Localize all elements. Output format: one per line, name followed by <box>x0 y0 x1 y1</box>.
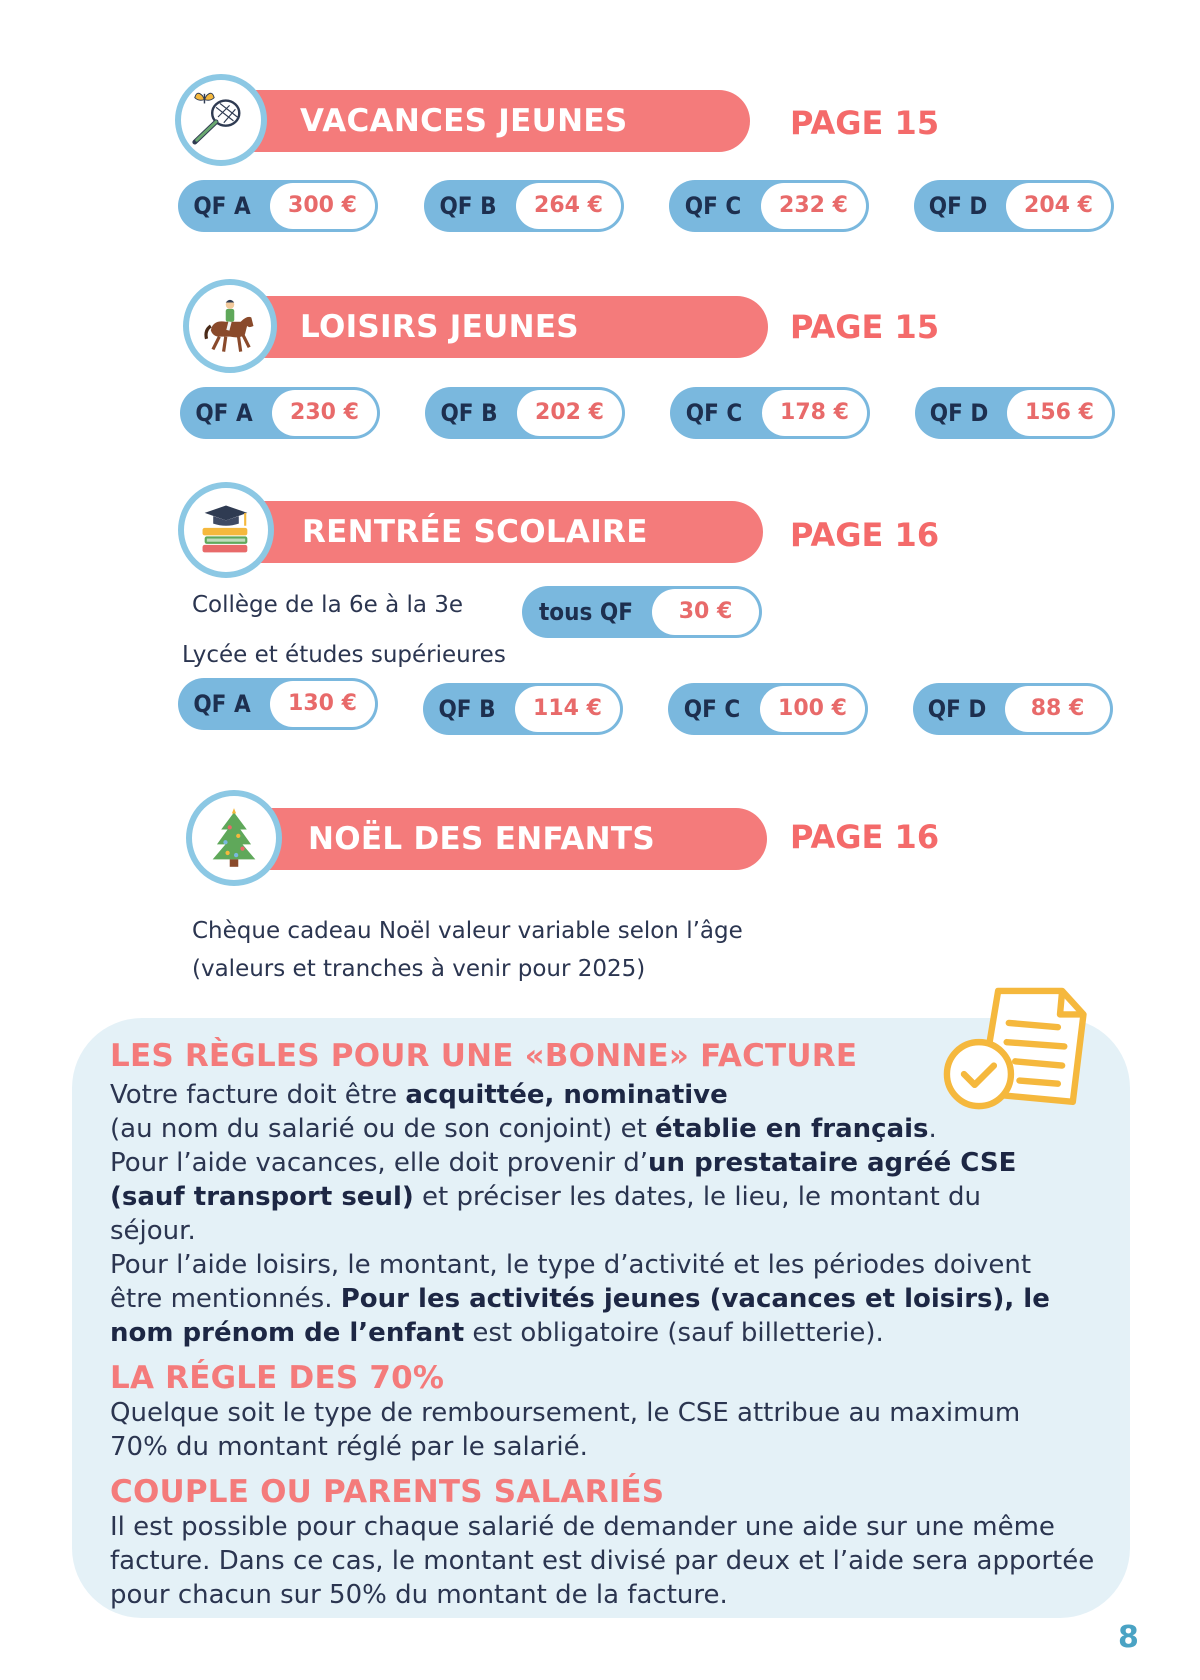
page-reference: PAGE 15 <box>790 308 940 346</box>
rate-label: QF B <box>439 192 497 220</box>
rate-label: QF B <box>440 399 498 427</box>
rate-pill-tous-qf <box>522 586 762 638</box>
rate-pill-qf-a <box>178 180 378 232</box>
rate-pill-qf-a <box>180 387 380 439</box>
page-number: 8 <box>1118 1620 1139 1655</box>
rate-label: QF A <box>193 192 251 220</box>
rate-pill-qf-c <box>669 180 869 232</box>
rate-value: 232 € <box>761 183 866 229</box>
rate-label: QF C <box>684 192 742 220</box>
rate-pill-qf-c <box>668 683 868 735</box>
college-label: Collège de la 6e à la 3e <box>192 592 464 618</box>
facture-rules-text: Votre facture doit être acquittée, nominative (au nom du salarié ou de son conjoint) et établie en français. Pour l’aide vacances, elle doit provenir d’un prestataire agréé CSE (sauf transport seul) et préciser les dates, le lieu, le montant du séjour. Pour l’aide loisirs, le montant, le type d’activité et les périodes doivent être mentionnés. Pour les activités jeunes (vacances et loisirs), le nom prénom de l’enfant est obligatoire (sauf billetterie). <box>110 1080 1050 1348</box>
rate-value: 130 € <box>270 681 375 727</box>
section-banner <box>208 501 763 563</box>
section-title: VACANCES JEUNES <box>300 103 628 139</box>
rate-value: 264 € <box>516 183 621 229</box>
facture-rules-title: LES RÈGLES POUR UNE «BONNE» FACTURE <box>110 1038 858 1074</box>
page-reference: PAGE 16 <box>790 516 940 554</box>
section-banner <box>205 90 750 152</box>
horse-rider-icon <box>183 279 277 373</box>
rate-value: 30 € <box>652 589 759 635</box>
rate-pill-qf-b <box>423 683 623 735</box>
rate-label: QF D <box>927 695 987 723</box>
regle-70-text: Quelque soit le type de remboursement, le CSE attribue au maximum 70% du montant réglé par le salarié. <box>110 1398 1021 1462</box>
rate-pill-qf-d <box>913 683 1113 735</box>
rate-value: 178 € <box>762 390 867 436</box>
rate-label: QF C <box>683 695 741 723</box>
section-title: NOËL DES ENFANTS <box>308 821 655 857</box>
rules-box <box>72 1018 1130 1618</box>
rate-value: 156 € <box>1007 390 1112 436</box>
rate-pill-qf-b <box>424 180 624 232</box>
section-banner <box>212 808 767 870</box>
rate-label: QF A <box>193 690 251 718</box>
rate-label: QF A <box>195 399 253 427</box>
section-banner <box>210 296 768 358</box>
rate-label: tous QF <box>538 598 633 626</box>
butterfly-net-icon <box>175 74 267 166</box>
rate-label: QF D <box>928 192 988 220</box>
christmas-tree-icon <box>186 790 282 886</box>
rate-pill-qf-a <box>178 678 378 730</box>
noel-note-line-1: Chèque cadeau Noël valeur variable selon l’âge <box>192 918 743 944</box>
rate-pill-qf-d <box>915 387 1115 439</box>
section-title: RENTRÉE SCOLAIRE <box>302 514 648 550</box>
rate-pill-qf-b <box>425 387 625 439</box>
page-reference: PAGE 16 <box>790 818 940 856</box>
rate-value: 202 € <box>517 390 622 436</box>
rate-label: QF C <box>685 399 743 427</box>
rate-pill-qf-c <box>670 387 870 439</box>
section-title: LOISIRS JEUNES <box>300 309 579 345</box>
regle-70-title: LA RÉGLE DES 70% <box>110 1360 445 1396</box>
rate-pill-qf-d <box>914 180 1114 232</box>
rate-value: 114 € <box>515 686 620 732</box>
page-reference: PAGE 15 <box>790 104 940 142</box>
rate-value: 88 € <box>1005 686 1110 732</box>
rate-label: QF D <box>929 399 989 427</box>
graduation-books-icon <box>178 482 274 578</box>
rate-value: 204 € <box>1006 183 1111 229</box>
rate-value: 100 € <box>760 686 865 732</box>
noel-note-line-2: (valeurs et tranches à venir pour 2025) <box>192 956 646 982</box>
couple-title: COUPLE OU PARENTS SALARIÉS <box>110 1474 665 1510</box>
rate-value: 300 € <box>270 183 375 229</box>
couple-text: Il est possible pour chaque salarié de demander une aide sur une même facture. Dans ce cas, le montant est divisé par deux et l’aide sera apportée pour chacun sur 50% du montant de la facture. <box>110 1512 1095 1610</box>
lycee-label: Lycée et études supérieures <box>182 642 506 668</box>
rate-value: 230 € <box>272 390 377 436</box>
rate-label: QF B <box>438 695 496 723</box>
